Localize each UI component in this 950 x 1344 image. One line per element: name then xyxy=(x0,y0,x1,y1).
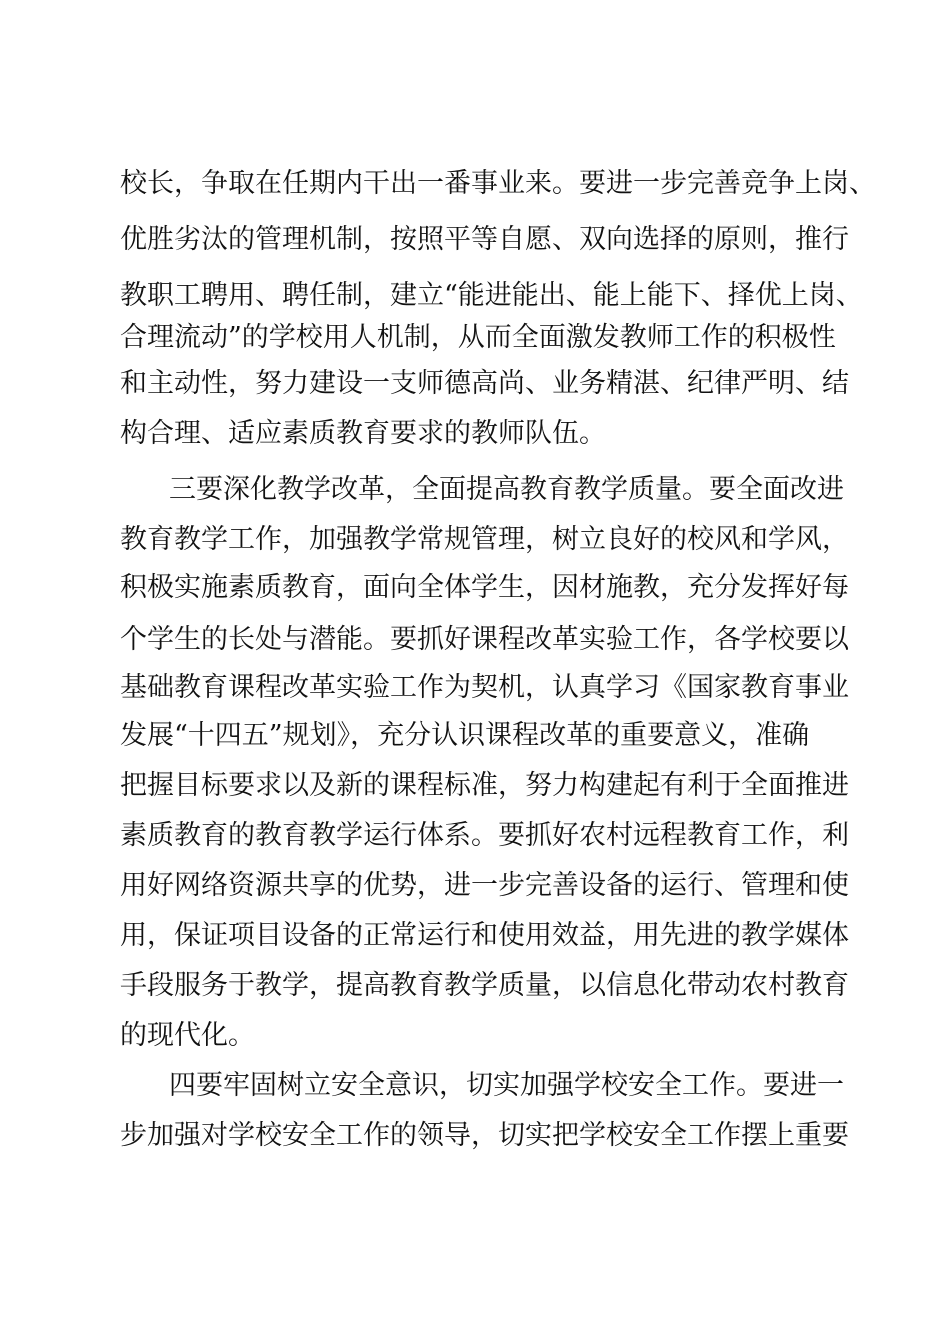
paragraph-line: 四要牢固树立安全意识，切实加强学校安全工作。要进一 xyxy=(169,1070,844,1101)
paragraph-line: 构合理、适应素质教育要求的教师队伍。 xyxy=(120,418,606,449)
paragraph-line: 三要深化教学改革，全面提高教育教学质量。要全面改进 xyxy=(169,474,844,505)
paragraph-line: 积极实施素质教育，面向全体学生，因材施教，充分发挥好每 xyxy=(120,572,849,603)
paragraph-line: 把握目标要求以及新的课程标准，努力构建起有利于全面推进 xyxy=(120,770,849,801)
paragraph-line: 优胜劣汰的管理机制，按照平等自愿、双向选择的原则，推行 xyxy=(120,224,849,255)
paragraph-line: 教职工聘用、聘任制，建立“能进能出、能上能下、择优上岗、 xyxy=(120,280,863,311)
paragraph-line: 基础教育课程改革实验工作为契机，认真学习《国家教育事业 xyxy=(120,672,849,703)
paragraph-line: 合理流动”的学校用人机制，从而全面激发教师工作的积极性 xyxy=(120,322,836,353)
paragraph-line: 个学生的长处与潜能。要抓好课程改革实验工作，各学校要以 xyxy=(120,624,849,655)
paragraph-line: 手段服务于教学，提高教育教学质量，以信息化带动农村教育 xyxy=(120,970,849,1001)
paragraph-line: 教育教学工作，加强教学常规管理，树立良好的校风和学风， xyxy=(120,524,849,555)
paragraph-line: 的现代化。 xyxy=(120,1020,255,1051)
paragraph-line: 和主动性，努力建设一支师德高尚、业务精湛、纪律严明、结 xyxy=(120,368,849,399)
paragraph-line: 用，保证项目设备的正常运行和使用效益，用先进的教学媒体 xyxy=(120,920,849,951)
paragraph-line: 素质教育的教育教学运行体系。要抓好农村远程教育工作，利 xyxy=(120,820,849,851)
paragraph-line: 步加强对学校安全工作的领导，切实把学校安全工作摆上重要 xyxy=(120,1120,849,1151)
paragraph-line: 用好网络资源共享的优势，进一步完善设备的运行、管理和使 xyxy=(120,870,849,901)
paragraph-line: 校长，争取在任期内干出一番事业来。要进一步完善竞争上岗、 xyxy=(120,168,876,199)
paragraph-line: 发展“十四五”规划》，充分认识课程改革的重要意义，准确 xyxy=(120,720,810,751)
